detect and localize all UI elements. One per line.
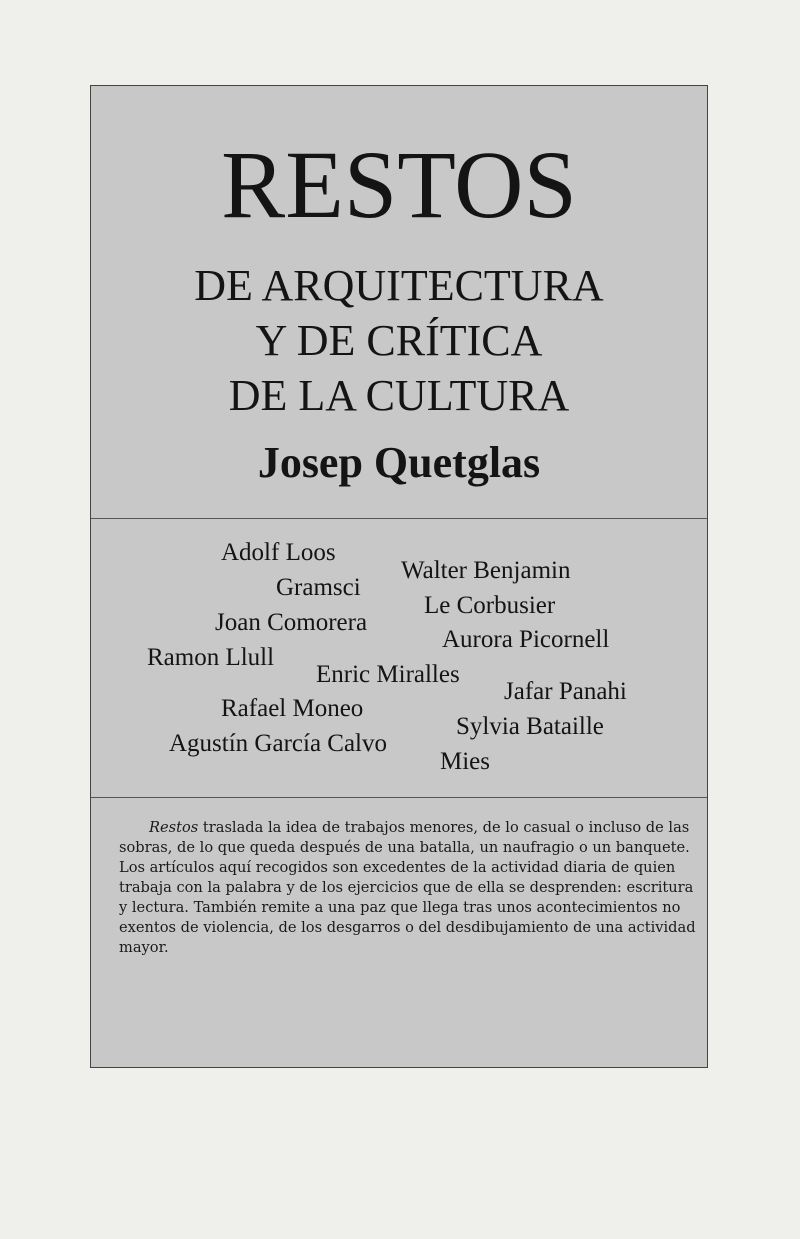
book-subtitle	[91, 258, 707, 423]
name-item: Sylvia Bataille	[456, 713, 604, 740]
name-item: Adolf Loos	[221, 539, 336, 566]
name-item: Jafar Panahi	[504, 678, 627, 705]
name-item: Gramsci	[276, 574, 361, 601]
name-item: Rafael Moneo	[221, 695, 364, 722]
name-item: Agustín García Calvo	[169, 730, 388, 757]
name-item: Joan Comorera	[215, 609, 368, 636]
book-cover	[90, 85, 708, 1068]
name-item: Ramon Llull	[147, 644, 275, 671]
name-item: Aurora Picornell	[442, 626, 610, 653]
subtitle-line: DE LA CULTURA	[228, 371, 570, 420]
blurb-panel	[91, 798, 707, 1067]
subtitle-line: Y DE CRÍTICA	[255, 316, 543, 365]
blurb-lead: Restos	[149, 819, 199, 836]
back-cover-blurb	[119, 818, 699, 958]
name-item: Le Corbusier	[424, 592, 556, 619]
name-item: Enric Miralles	[316, 661, 460, 688]
book-author: Josep Quetglas	[257, 438, 541, 487]
name-item: Mies	[440, 748, 490, 775]
name-item: Walter Benjamin	[401, 557, 571, 584]
subtitle-line: DE ARQUITECTURA	[194, 261, 604, 310]
blurb-text: traslada la idea de trabajos menores, de lo casual o incluso de las sobras, de lo que queda después de una batalla, un naufragio o un banquete. Los artículos aquí recogidos son excedentes de la actividad diaria de quien trabaja con la palabra y de los ejercicios que de ella se desprenden: escritura y lectura. También remite a una paz que llega tras unos acontecimientos no exentos de violencia, de los desgarros o del desdibujamiento de una actividad mayor.	[119, 819, 696, 956]
title-panel	[91, 86, 707, 519]
book-title: RESTOS	[221, 131, 577, 238]
names-panel	[91, 519, 707, 798]
